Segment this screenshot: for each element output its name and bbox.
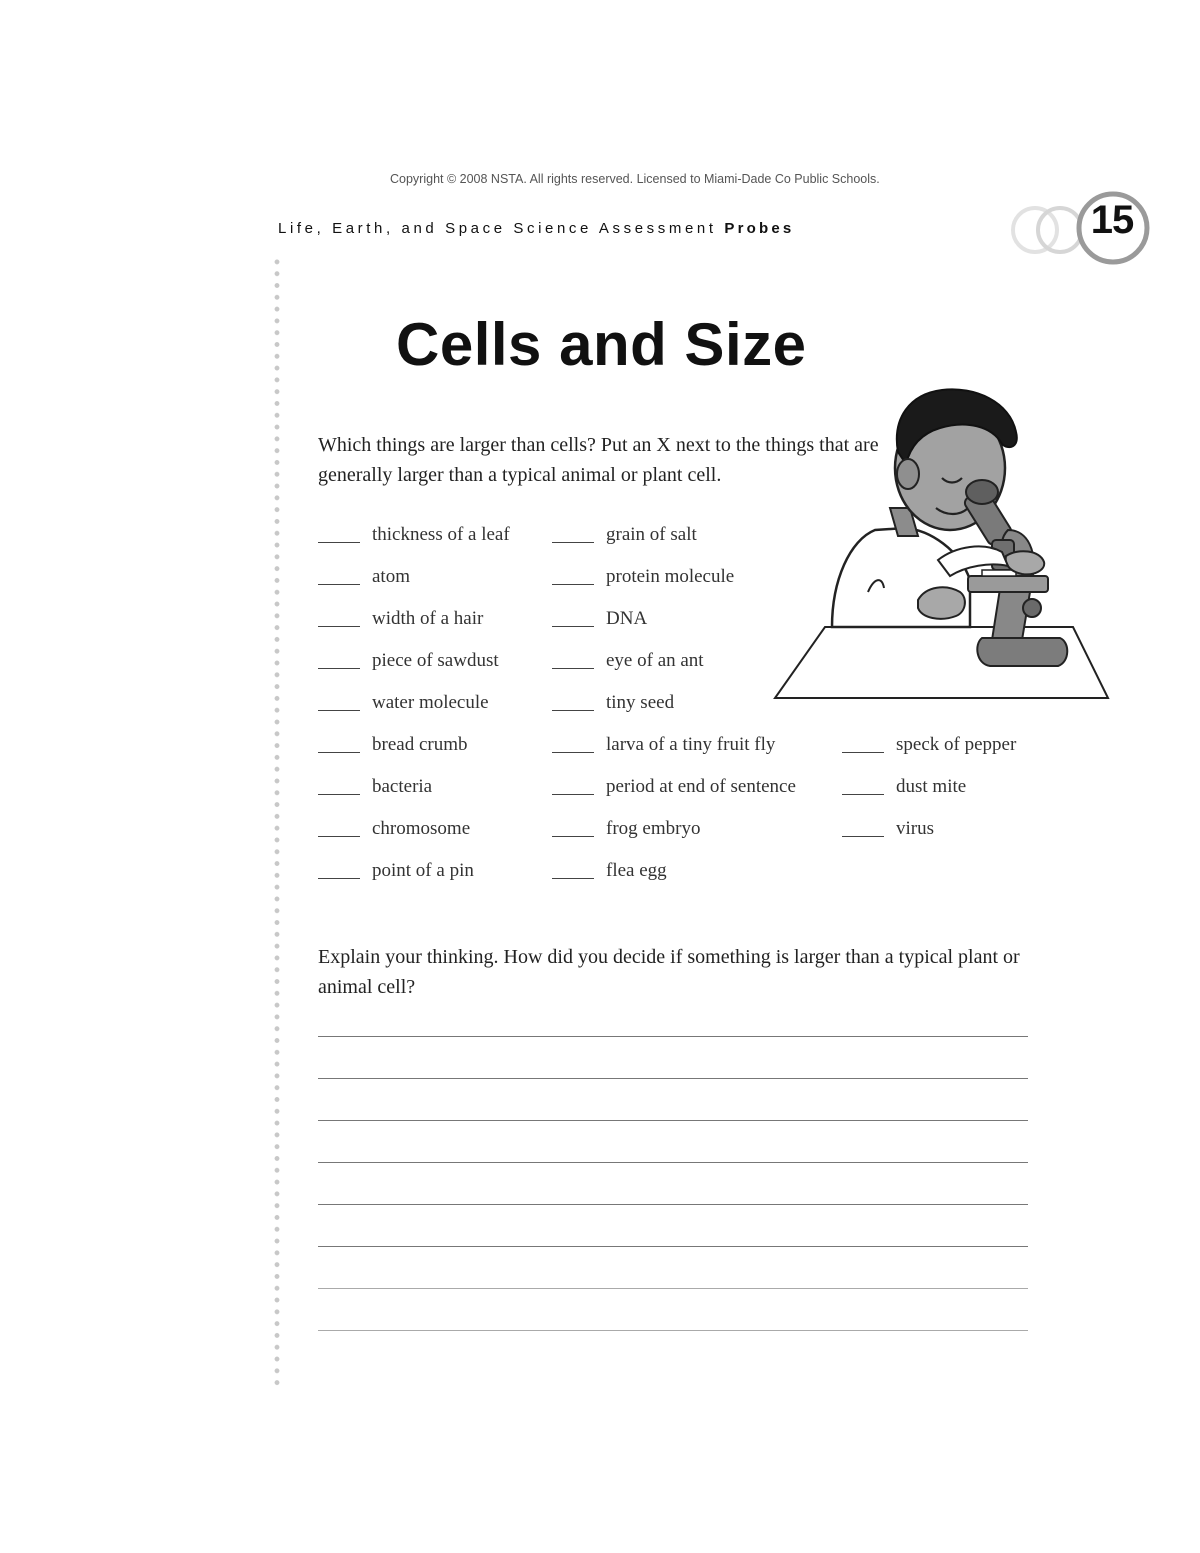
item-label: virus bbox=[896, 818, 934, 839]
checklist-item bbox=[318, 650, 499, 672]
checklist-item bbox=[318, 734, 467, 756]
copyright-notice: Copyright © 2008 NSTA. All rights reserved. Licensed to Miami-Dade Co Public Schools. bbox=[390, 172, 880, 186]
checklist-item bbox=[552, 608, 647, 630]
student-microscope-illustration bbox=[770, 380, 1115, 705]
checklist-item bbox=[552, 734, 775, 756]
checklist-item bbox=[318, 524, 510, 546]
question-prompt: Which things are larger than cells? Put an X next to the things that are generally larger than a typical animal or plant cell. bbox=[318, 434, 879, 486]
answer-blank[interactable] bbox=[552, 793, 594, 795]
explain-prompt: Explain your thinking. How did you decide if something is larger than a typical plant or animal cell? bbox=[318, 946, 1020, 998]
answer-line[interactable] bbox=[318, 1078, 1028, 1079]
answer-line[interactable] bbox=[318, 1036, 1028, 1037]
answer-blank[interactable] bbox=[318, 877, 360, 879]
item-label: protein molecule bbox=[606, 566, 735, 587]
answer-blank[interactable] bbox=[318, 541, 360, 543]
item-label: atom bbox=[372, 566, 410, 587]
answer-blank[interactable] bbox=[552, 835, 594, 837]
item-label: flea egg bbox=[606, 860, 667, 881]
item-label: point of a pin bbox=[372, 860, 474, 881]
checklist-item bbox=[842, 734, 1016, 756]
answer-blank[interactable] bbox=[842, 835, 884, 837]
checklist-item bbox=[318, 818, 470, 840]
answer-blank[interactable] bbox=[552, 583, 594, 585]
dotted-margin-divider bbox=[272, 256, 282, 1388]
item-label: larva of a tiny fruit fly bbox=[606, 734, 776, 755]
checklist-item bbox=[318, 776, 432, 798]
checklist-item bbox=[552, 566, 734, 588]
answer-blank[interactable] bbox=[842, 751, 884, 753]
answer-blank[interactable] bbox=[552, 667, 594, 669]
checklist-item bbox=[552, 860, 667, 882]
answer-line[interactable] bbox=[318, 1246, 1028, 1247]
item-label: bacteria bbox=[372, 776, 433, 797]
answer-blank[interactable] bbox=[842, 793, 884, 795]
item-label: DNA bbox=[606, 608, 648, 629]
item-label: width of a hair bbox=[372, 608, 484, 629]
checklist-item bbox=[552, 650, 704, 672]
item-label: bread crumb bbox=[372, 734, 468, 755]
checklist-item bbox=[552, 776, 796, 798]
answer-blank[interactable] bbox=[318, 667, 360, 669]
item-label: frog embryo bbox=[606, 818, 701, 839]
checklist-item bbox=[318, 566, 410, 588]
item-label: water molecule bbox=[372, 692, 489, 713]
item-label: piece of sawdust bbox=[372, 650, 499, 671]
checklist-item bbox=[318, 608, 483, 630]
answer-line[interactable] bbox=[318, 1330, 1028, 1331]
checklist-item bbox=[552, 524, 697, 546]
answer-blank[interactable] bbox=[552, 751, 594, 753]
answer-line[interactable] bbox=[318, 1162, 1028, 1163]
checklist-item bbox=[552, 818, 700, 840]
answer-blank[interactable] bbox=[318, 793, 360, 795]
answer-blank[interactable] bbox=[552, 877, 594, 879]
checklist-item bbox=[318, 860, 474, 882]
answer-line[interactable] bbox=[318, 1288, 1028, 1289]
checklist-item bbox=[842, 776, 966, 798]
probe-number: 15 bbox=[1090, 198, 1134, 242]
answer-blank[interactable] bbox=[552, 541, 594, 543]
answer-blank[interactable] bbox=[552, 625, 594, 627]
series-title bbox=[278, 220, 794, 237]
answer-blank[interactable] bbox=[318, 625, 360, 627]
item-label: dust mite bbox=[896, 776, 967, 797]
answer-blank[interactable] bbox=[318, 751, 360, 753]
item-label: grain of salt bbox=[606, 524, 697, 545]
answer-blank[interactable] bbox=[318, 583, 360, 585]
checklist-item bbox=[552, 692, 674, 714]
series-suffix: Probes bbox=[724, 220, 795, 237]
page-title: Cells and Size bbox=[396, 311, 807, 378]
item-label: thickness of a leaf bbox=[372, 524, 510, 545]
answer-line[interactable] bbox=[318, 1204, 1028, 1205]
item-label: eye of an ant bbox=[606, 650, 704, 671]
answer-blank[interactable] bbox=[318, 709, 360, 711]
series-prefix: Life, Earth, and Space Science Assessment bbox=[278, 220, 717, 237]
item-label: tiny seed bbox=[606, 692, 675, 713]
checklist-item bbox=[842, 818, 934, 840]
item-label: chromosome bbox=[372, 818, 471, 839]
item-label: speck of pepper bbox=[896, 734, 1017, 755]
answer-blank[interactable] bbox=[552, 709, 594, 711]
answer-line[interactable] bbox=[318, 1120, 1028, 1121]
item-label: period at end of sentence bbox=[606, 776, 796, 797]
checklist-item bbox=[318, 692, 489, 714]
answer-blank[interactable] bbox=[318, 835, 360, 837]
